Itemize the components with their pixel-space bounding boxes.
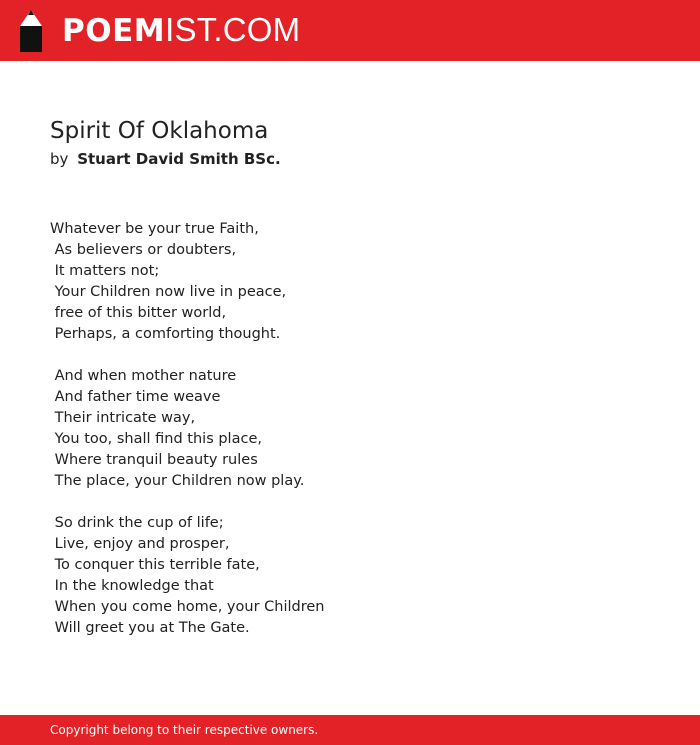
- poem-line: Where tranquil beauty rules: [50, 452, 258, 468]
- by-label: by: [50, 150, 69, 168]
- site-header: [0, 0, 700, 61]
- poem-line: Their intricate way,: [50, 410, 196, 426]
- poem-line: Will greet you at The Gate.: [50, 620, 250, 636]
- poem-line: So drink the cup of life;: [50, 515, 224, 531]
- poem-line: You too, shall find this place,: [50, 431, 262, 447]
- poem-line: Live, enjoy and prosper,: [50, 536, 230, 552]
- poem-line: When you come home, your Children: [50, 599, 325, 615]
- poem-line: As believers or doubters,: [50, 242, 237, 258]
- logo-light-text: IST.COM: [165, 11, 301, 48]
- poem-line: The place, your Children now play.: [50, 473, 305, 489]
- poem-line: And father time weave: [50, 389, 221, 405]
- poem-line: Whatever be your true Faith,: [50, 221, 259, 237]
- poem-stanza: [50, 366, 650, 492]
- poem-line: To conquer this terrible fate,: [50, 557, 260, 573]
- poem-line: It matters not;: [50, 263, 160, 279]
- poem-stanza: [50, 219, 650, 345]
- author-link[interactable]: Stuart David Smith BSc.: [77, 150, 281, 168]
- poem-line: Perhaps, a comforting thought.: [50, 326, 281, 342]
- copyright-text: Copyright belong to their respective owners.: [50, 723, 319, 737]
- site-logo[interactable]: [62, 12, 300, 49]
- poem-line: In the knowledge that: [50, 578, 214, 594]
- poem-line: Your Children now live in peace,: [50, 284, 287, 300]
- poem-line: And when mother nature: [50, 368, 237, 384]
- poem-stanza: [50, 513, 650, 639]
- byline: [50, 148, 281, 170]
- site-footer: [0, 715, 700, 745]
- pencil-icon[interactable]: [17, 10, 45, 52]
- logo-bold-text: POEM: [62, 13, 166, 49]
- poem-line: free of this bitter world,: [50, 305, 227, 321]
- poem-body: [50, 219, 650, 660]
- poem-title: Spirit Of Oklahoma: [50, 118, 269, 144]
